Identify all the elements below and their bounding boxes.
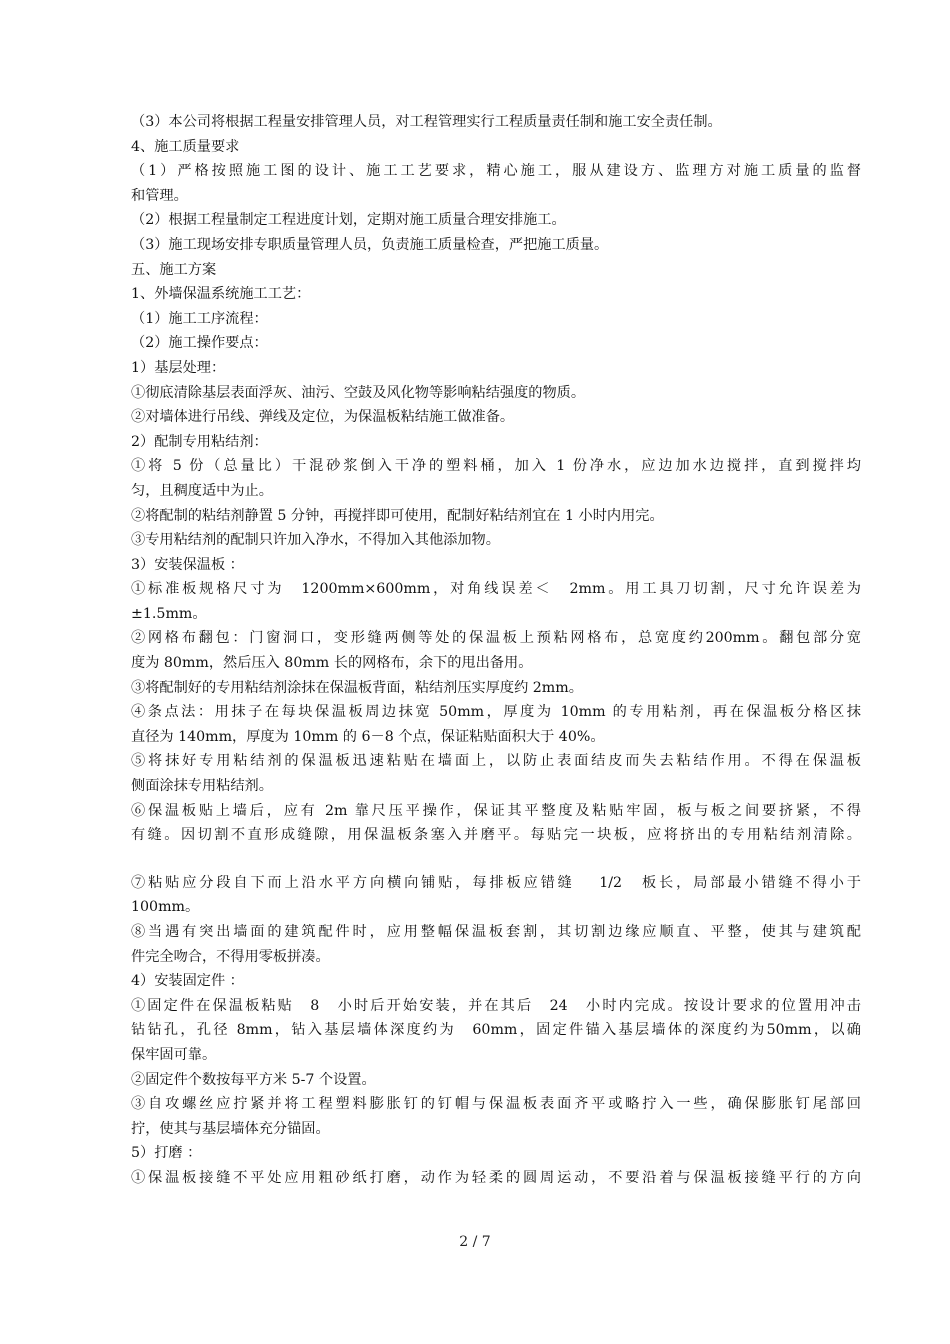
step-heading: 2）配制专用粘结剂：	[131, 433, 268, 450]
text-line: ⑧当遇有突出墙面的建筑配件时，应用整幅保温板套割，其切割边缘应顺直、平整，使其与建筑配	[131, 924, 861, 940]
text-line: （2）根据工程量制定工程进度计划，定期对施工质量合理安排施工。	[131, 212, 566, 229]
text-line: （1）严格按照施工图的设计、施工工艺要求，精心施工，服从建设方、监理方对施工质量的监督	[131, 163, 861, 180]
text-line: 钻钻孔，孔径 8mm，钻入基层墙体深度约为 60mm，固定件锚入基层墙体的深度约为50mm，以确	[131, 1022, 861, 1039]
text-line: 有缝。因切割不直形成缝隙，用保温板条塞入并磨平。每贴完一块板，应将挤出的专用粘结剂清除。	[131, 827, 861, 844]
text-line: （3）施工现场安排专职质量管理人员，负责施工质量检查，严把施工质量。	[131, 236, 609, 253]
text-line: ⑥保温板贴上墙后，应有 2m 靠尺压平操作，保证其平整度及粘贴牢固，板与板之间要挤紧，不得	[131, 802, 861, 819]
text-line: ⑦粘贴应分段自下而上沿水平方向横向铺贴，每排板应错缝 1/2 板长，局部最小错缝不得小于	[131, 874, 861, 891]
text-line: ②网格布翻包：门窗洞口，变形缝两侧等处的保温板上预粘网格布，总宽度约200mm。翻包部分宽	[131, 630, 861, 647]
text-line: 侧面涂抹专用粘结剂。	[131, 778, 273, 795]
text-line: ①保温板接缝不平处应用粗砂纸打磨，动作为轻柔的圆周运动，不要沿着与保温板接缝平行的方向	[131, 1169, 861, 1186]
section-heading: 4、施工质量要求	[131, 138, 240, 155]
text-line: ①固定件在保温板粘贴 8 小时后开始安装，并在其后 24 小时内完成。按设计要求的位置用冲击	[131, 997, 861, 1014]
text-line: 度为 80mm，然后压入 80mm 长的网格布，余下的甩出备用。	[131, 655, 533, 672]
text-line: ③专用粘结剂的配制只许加入净水，不得加入其他添加物。	[131, 532, 500, 549]
text-line: ③将配制好的专用粘结剂涂抹在保温板背面，粘结剂压实厚度约 2mm。	[131, 679, 583, 696]
text-line: 匀，且稠度适中为止。	[131, 482, 273, 499]
step-heading: 4）安装固定件 ：	[131, 973, 244, 990]
page-number: 2 / 7	[459, 1234, 491, 1250]
text-line: 直径为 140mm，厚度为 10mm 的 6－8 个点，保证粘贴面积大于 40%。	[131, 728, 605, 745]
text-line: ②将配制的粘结剂静置 5 分钟，再搅拌即可使用，配制好粘结剂宜在 1 小时内用完。	[131, 507, 664, 524]
subsection-heading: （1）施工工序流程：	[131, 310, 268, 327]
chapter-heading: 五、施工方案	[131, 261, 217, 278]
step-heading: 1）基层处理：	[131, 359, 226, 376]
text-line: ①标准板规格尺寸为 1200mm×600mm，对角线误差＜ 2mm。用工具刀切割，尺寸允许误差为	[131, 581, 861, 598]
text-line: 100mm。	[131, 899, 200, 916]
text-line: ②对墙体进行吊线、弹线及定位，为保温板粘结施工做准备。	[131, 409, 515, 426]
text-line: ±1.5mm。	[131, 605, 207, 622]
document-body	[131, 110, 861, 1191]
text-line: ⑤将抹好专用粘结剂的保温板迅速粘贴在墙面上，以防止表面结皮而失去粘结作用。不得在保温板	[131, 753, 861, 770]
step-heading: 3）安装保温板 ：	[131, 556, 244, 573]
text-line: ①彻底清除基层表面浮灰、油污、空鼓及风化物等影响粘结强度的物质。	[131, 384, 586, 401]
text-line: 件完全吻合，不得用零板拼凑。	[131, 948, 330, 965]
text-line: 保牢固可靠。	[131, 1046, 217, 1063]
text-line: ③自攻螺丝应拧紧并将工程塑料膨胀钉的钉帽与保温板表面齐平或略拧入一些，确保膨胀钉尾部回	[131, 1096, 861, 1113]
subsection-heading: （2）施工操作要点：	[131, 335, 268, 352]
section-heading: 1、外墙保温系统施工工艺：	[131, 286, 311, 303]
text-line: ②固定件个数按每平方米 5-7 个设置。	[131, 1071, 376, 1088]
text-line: ①将 5 份（总量比）干混砂浆倒入干净的塑料桶，加入 1 份净水，应边加水边搅拌，直到搅拌均	[131, 458, 861, 475]
text-line: （3）本公司将根据工程量安排管理人员，对工程管理实行工程质量责任制和施工安全责任制。	[131, 114, 722, 130]
text-line: ④条点法：用抹子在每块保温板周边抹宽 50mm，厚度为 10mm 的专用粘剂，再在保温板分格区抹	[131, 704, 861, 721]
text-line: 和管理。	[131, 187, 188, 204]
step-heading: 5）打磨 ：	[131, 1145, 202, 1162]
text-line: 拧，使其与基层墙体充分锚固。	[131, 1120, 330, 1137]
